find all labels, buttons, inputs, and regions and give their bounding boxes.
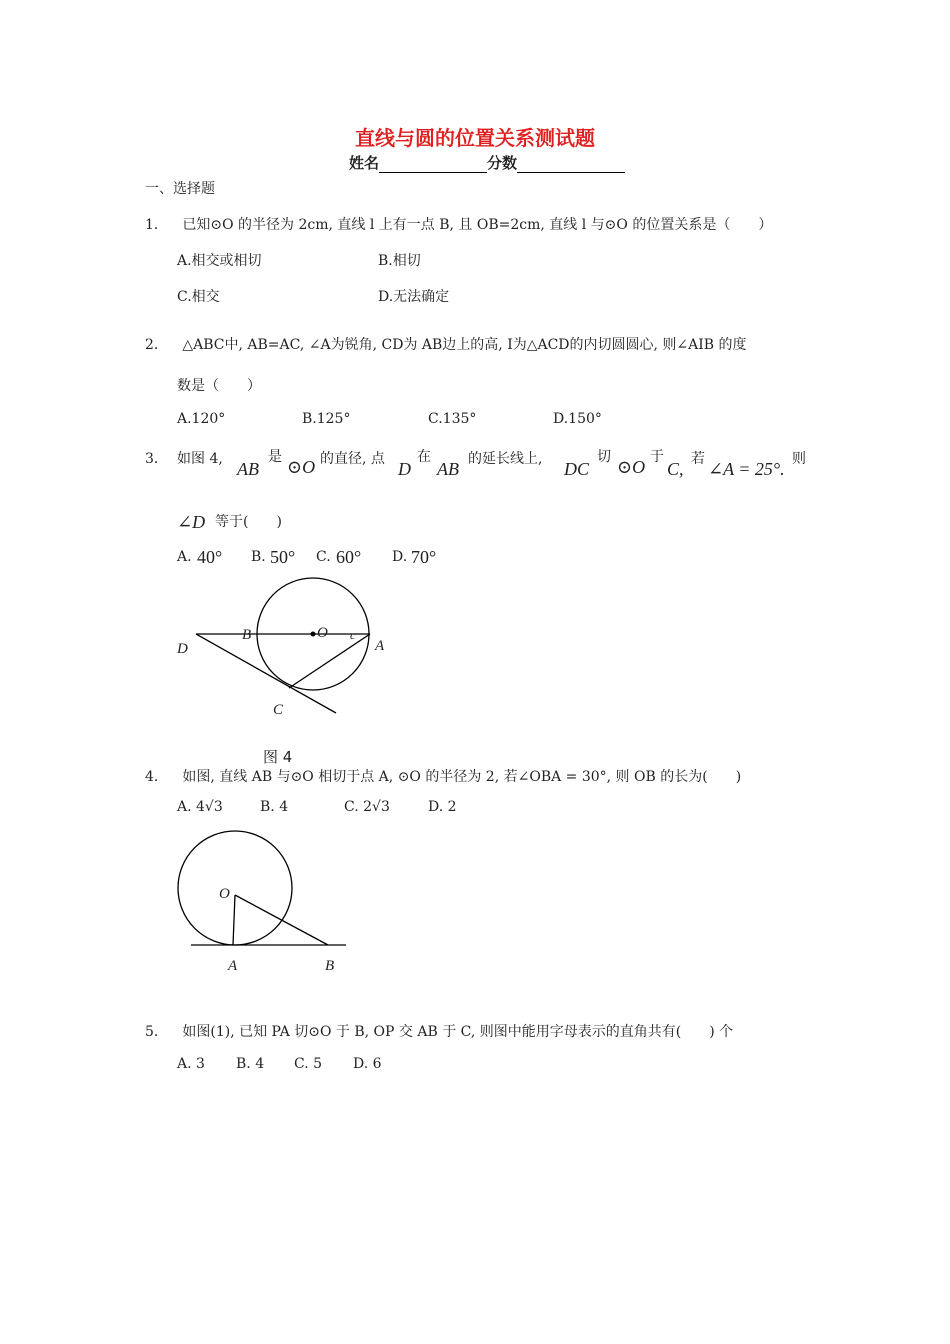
option-c-letter: C. bbox=[316, 549, 331, 565]
option-b-value: 50° bbox=[270, 547, 296, 567]
option-a-value: 40° bbox=[197, 547, 223, 567]
option-c: C. 2√3 bbox=[344, 799, 390, 815]
question-text: △ABC中, AB=AC, ∠A为锐角, CD为 AB边上的高, I为△ACD的内切圆圆心, 则∠AIB 的度 bbox=[182, 337, 747, 353]
question-text: 若 bbox=[691, 451, 705, 467]
option-a: A.120° bbox=[177, 411, 226, 427]
question-text: 于 bbox=[650, 449, 664, 465]
label-o: O bbox=[219, 886, 230, 902]
label-b: B bbox=[325, 958, 335, 974]
question-text-continued: 数是（ ） bbox=[177, 378, 261, 394]
page-title: 直线与圆的位置关系测试题 bbox=[355, 126, 595, 150]
option-a: A.相交或相切 bbox=[177, 253, 262, 269]
question-text: 已知⊙O 的半径为 2cm, 直线 l 上有一点 B, 且 OB=2cm, 直线 l 与⊙O 的位置关系是（ ） bbox=[182, 217, 773, 233]
option-a: A. 3 bbox=[177, 1056, 205, 1072]
question-text: 是 bbox=[268, 449, 282, 465]
option-b: B. 4 bbox=[236, 1056, 265, 1072]
question-text: 如图 4, bbox=[177, 451, 223, 467]
radius-oa bbox=[233, 895, 235, 945]
math-angle-a: ∠A = 25°. bbox=[708, 459, 785, 479]
label-a: A bbox=[228, 958, 238, 974]
question-text: 切 bbox=[597, 449, 611, 465]
option-b: B. 4 bbox=[260, 799, 289, 815]
label-c: C bbox=[273, 702, 284, 718]
option-c: C.相交 bbox=[177, 289, 220, 305]
label-c-small: c bbox=[350, 628, 356, 642]
math-circle-o: ⊙O bbox=[617, 457, 646, 477]
option-b: B.相切 bbox=[378, 253, 421, 269]
option-b-letter: B. bbox=[251, 549, 266, 565]
option-d-value: 70° bbox=[411, 547, 437, 567]
math-circle-o: ⊙O bbox=[287, 457, 316, 477]
question-text: 的直径, 点 bbox=[320, 451, 385, 467]
question-number: 5． bbox=[145, 1024, 168, 1040]
math-c: C, bbox=[667, 459, 684, 479]
math-ab: AB bbox=[237, 459, 259, 479]
circle-o bbox=[178, 831, 292, 945]
option-c: C. 5 bbox=[294, 1056, 323, 1072]
question-text: 在 bbox=[417, 449, 431, 465]
math-d: D bbox=[398, 459, 411, 479]
figure-caption: 图 4 bbox=[263, 748, 293, 766]
segment-ob bbox=[235, 895, 328, 945]
option-c: C.135° bbox=[428, 411, 477, 427]
math-dc: DC bbox=[564, 459, 590, 479]
option-a: A. 4√3 bbox=[177, 799, 223, 815]
score-label: 分数 bbox=[487, 154, 518, 172]
section-heading: 一、选择题 bbox=[145, 181, 215, 197]
question-3-number: 3． bbox=[145, 451, 168, 467]
option-c-value: 60° bbox=[336, 547, 362, 567]
label-o: O bbox=[317, 625, 328, 641]
question-number: 2． bbox=[145, 337, 168, 353]
question-text: 如图(1), 已知 PA 切⊙O 于 B, OP 交 AB 于 C, 则图中能用字母表示的直角共有( ) 个 bbox=[182, 1024, 734, 1040]
math-angle-d: ∠D bbox=[177, 512, 206, 532]
math-ab: AB bbox=[437, 459, 459, 479]
option-a-letter: A. bbox=[177, 549, 192, 565]
question-number: 4． bbox=[145, 769, 168, 785]
option-d: D.150° bbox=[553, 411, 602, 427]
question-text: 如图, 直线 AB 与⊙O 相切于点 A, ⊙O 的半径为 2, 若∠OBA = 30°, 则 OB 的长为( ) bbox=[182, 769, 742, 785]
option-b: B.125° bbox=[302, 411, 351, 427]
label-b: B bbox=[242, 627, 252, 643]
question-text: 等于( ) bbox=[215, 514, 282, 530]
option-d: D. 6 bbox=[353, 1056, 382, 1072]
question-text: 的延长线上, bbox=[468, 451, 543, 467]
option-d: D.无法确定 bbox=[378, 289, 450, 305]
name-label: 姓名 bbox=[349, 154, 380, 172]
option-d: D. 2 bbox=[428, 799, 457, 815]
option-d-letter: D. bbox=[392, 549, 408, 565]
question-5 bbox=[145, 1021, 733, 1041]
label-a: A bbox=[375, 638, 385, 654]
label-d: D bbox=[177, 641, 188, 657]
question-text: 则 bbox=[792, 451, 806, 467]
question-number: 1． bbox=[145, 217, 168, 233]
